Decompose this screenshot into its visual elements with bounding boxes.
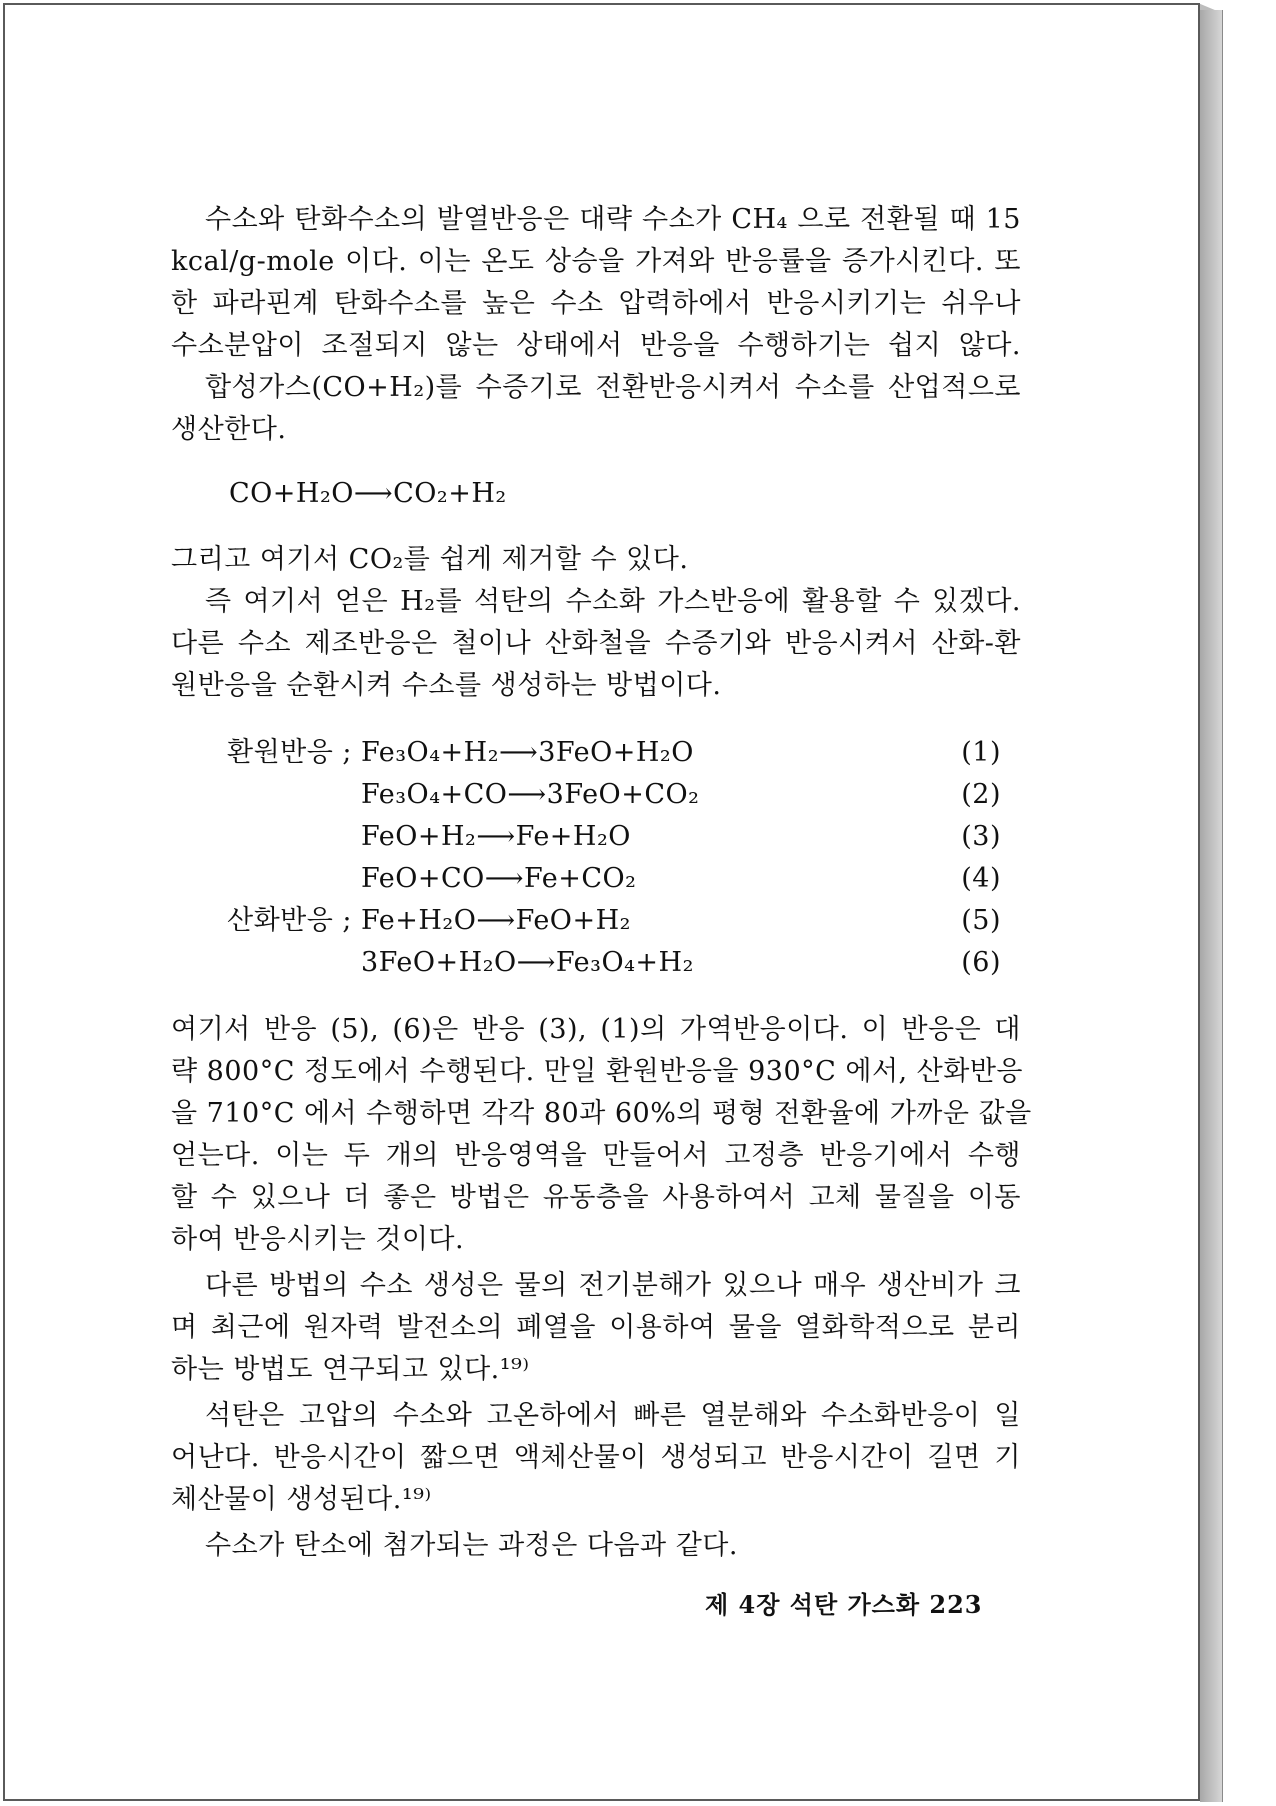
text-line: 수소와 탄화수소의 발열반응은 대략 수소가 CH₄ 으로 전환될 때 15 bbox=[205, 204, 1021, 235]
text-line: 다른 방법의 수소 생성은 물의 전기분해가 있으나 매우 생산비가 크 bbox=[205, 1270, 1021, 1301]
text-line: 을 710°C 에서 수행하면 각각 80과 60%의 평형 전환율에 가까운 값을 bbox=[171, 1098, 1032, 1129]
document-page bbox=[3, 3, 1200, 1801]
text-line: 하여 반응시키는 것이다. bbox=[171, 1224, 465, 1255]
oxidation-label: 산화반응 ; bbox=[227, 905, 353, 936]
reaction-equation: Fe+H₂O⟶FeO+H₂ bbox=[361, 905, 631, 936]
equation-water-gas-shift: CO+H₂O⟶CO₂+H₂ bbox=[229, 478, 507, 509]
text-line: 하는 방법도 연구되고 있다.¹⁹⁾ bbox=[171, 1354, 530, 1385]
page-edge-shadow bbox=[1200, 10, 1223, 1802]
reaction-equation: FeO+CO⟶Fe+CO₂ bbox=[361, 863, 637, 894]
text-line: 어난다. 반응시간이 짧으면 액체산물이 생성되고 반응시간이 길면 기 bbox=[171, 1442, 1021, 1473]
equation-number: (5) bbox=[961, 905, 1001, 936]
text-line: 원반응을 순환시켜 수소를 생성하는 방법이다. bbox=[171, 670, 722, 701]
text-line: 다른 수소 제조반응은 철이나 산화철을 수증기와 반응시켜서 산화-환 bbox=[171, 628, 1021, 659]
text-line: 얻는다. 이는 두 개의 반응영역을 만들어서 고정층 반응기에서 수행 bbox=[171, 1140, 1021, 1171]
text-line: 수소가 탄소에 첨가되는 과정은 다음과 같다. bbox=[205, 1530, 738, 1561]
text-line: 여기서 반응 (5), (6)은 반응 (3), (1)의 가역반응이다. 이 반응은 대 bbox=[171, 1014, 1021, 1045]
text-line: 석탄은 고압의 수소와 고온하에서 빠른 열분해와 수소화반응이 일 bbox=[205, 1400, 1021, 1431]
text-line: 략 800°C 정도에서 수행된다. 만일 환원반응을 930°C 에서, 산화반응 bbox=[171, 1056, 1024, 1087]
reduction-label: 환원반응 ; bbox=[227, 737, 353, 768]
text-line: 며 최근에 원자력 발전소의 폐열을 이용하여 물을 열화학적으로 분리 bbox=[171, 1312, 1021, 1343]
reaction-equation: Fe₃O₄+CO⟶3FeO+CO₂ bbox=[361, 779, 700, 810]
text-line: 합성가스(CO+H₂)를 수증기로 전환반응시켜서 수소를 산업적으로 bbox=[205, 372, 1021, 403]
text-line: 즉 여기서 얻은 H₂를 석탄의 수소화 가스반응에 활용할 수 있겠다. bbox=[205, 586, 1021, 617]
text-line: 체산물이 생성된다.¹⁹⁾ bbox=[171, 1484, 432, 1515]
text-line: 할 수 있으나 더 좋은 방법은 유동층을 사용하여서 고체 물질을 이동 bbox=[171, 1182, 1021, 1213]
reaction-equation: 3FeO+H₂O⟶Fe₃O₄+H₂ bbox=[361, 947, 694, 978]
text-line: 한 파라핀계 탄화수소를 높은 수소 압력하에서 반응시키기는 쉬우나 bbox=[171, 288, 1021, 319]
page-footer: 제 4장 석탄 가스화 223 bbox=[705, 1590, 983, 1619]
equation-number: (6) bbox=[961, 947, 1001, 978]
reaction-equation: FeO+H₂⟶Fe+H₂O bbox=[361, 821, 631, 852]
equation-number: (2) bbox=[961, 779, 1001, 810]
text-line: kcal/g-mole 이다. 이는 온도 상승을 가져와 반응률을 증가시킨다. 또 bbox=[171, 246, 1021, 277]
reaction-equation: Fe₃O₄+H₂⟶3FeO+H₂O bbox=[361, 737, 694, 768]
equation-number: (4) bbox=[961, 863, 1001, 894]
equation-number: (3) bbox=[961, 821, 1001, 852]
text-line: 수소분압이 조절되지 않는 상태에서 반응을 수행하기는 쉽지 않다. bbox=[171, 330, 1021, 361]
equation-number: (1) bbox=[961, 737, 1001, 768]
text-line: 생산한다. bbox=[171, 414, 287, 445]
text-line: 그리고 여기서 CO₂를 쉽게 제거할 수 있다. bbox=[171, 544, 689, 575]
